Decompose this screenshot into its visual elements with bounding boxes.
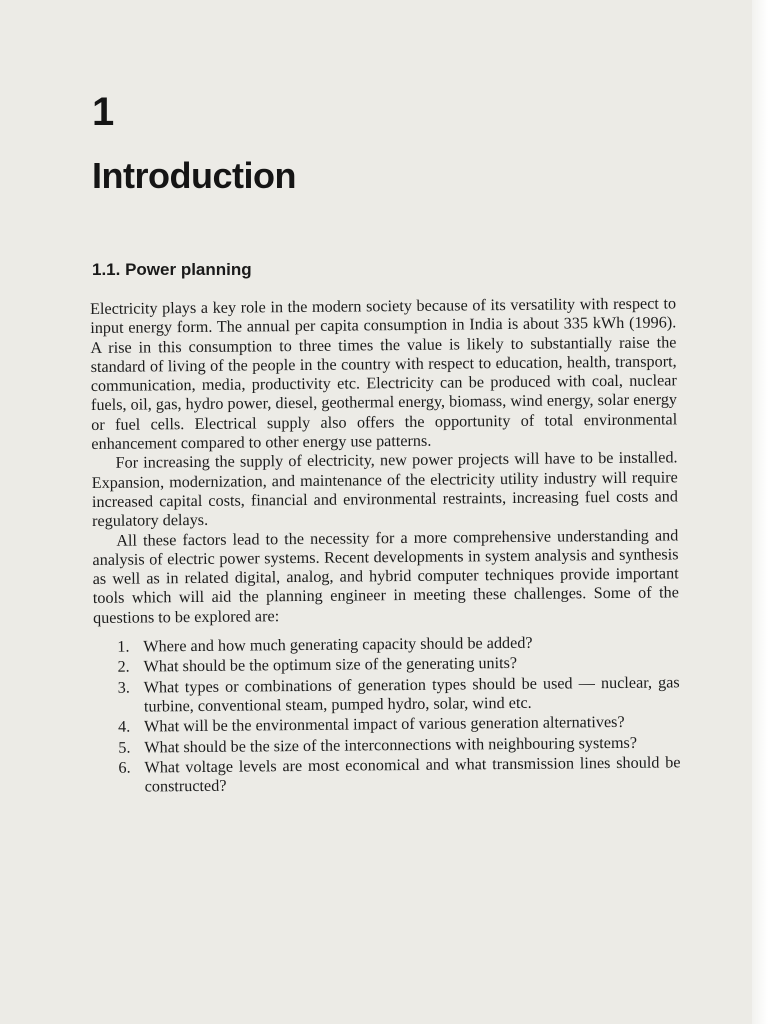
paragraph-3: All these factors lead to the necessity for a more comprehensive understanding and analysis of electric power systems. Recent developments in system analysis and synthesis as well as in related digital, analog, and hybrid computer techniques provide important tools which will aid the planning engineer in meeting these challenges. Some of the questions to be explored are: [92,525,679,627]
list-item-number: 4. [118,717,131,736]
section-heading: 1.1. Power planning [92,260,252,279]
paragraph-1: Electricity plays a key role in the modern society because of its versatility with respect to input energy form. The annual per capita consumption in India is about 335 kWh (1996). A rise in this consumption to three times the value is likely to substantially raise the standard of living of the people in the country with respect to education, health, transport, communication, media, productivity etc. Electricity can be produced with coal, nuclear fuels, oil, gas, hydro power, diesel, geothermal energy, biomass, wind energy, solar energy or fuel cells. Electrical supply also offers the opportunity of total environmental enhancement compared to other energy use patterns. [90,294,678,454]
chapter-title: Introduction [92,155,296,196]
list-item-text: What types or combinations of generation types should be used — nuclear, gas turbine, conventional steam, pumped hydro, solar, wind etc. [143,672,680,716]
chapter-number: 1 [92,90,115,134]
list-item-number: 6. [118,758,131,777]
list-item-number: 1. [117,637,130,656]
list-item [94,673,680,717]
list-item-text: What will be the environmental impact of various generation alternatives? [144,713,625,736]
list-item-text: What should be the optimum size of the generating units? [143,654,518,676]
list-item-number: 3. [117,678,130,697]
list-item-text: What should be the size of the interconnections with neighbouring systems? [144,733,638,757]
list-item-text: Where and how much generating capacity should be added? [143,633,533,656]
paragraph-2: For increasing the supply of electricity, new power projects will have to be installed. Expansion, modernization, and maintenance of the electricity utility industry will require increased capital costs, financial and environmental restraints, increasing fuel costs and regulatory delays. [91,448,678,531]
list-item [94,753,680,797]
questions-list [93,632,681,797]
section-body [90,294,681,798]
list-item-number: 5. [118,738,131,757]
page-edge [752,0,768,1024]
list-item-number: 2. [117,657,130,677]
list-item-text: What voltage levels are most economical and what transmission lines should be constructed? [144,753,681,796]
